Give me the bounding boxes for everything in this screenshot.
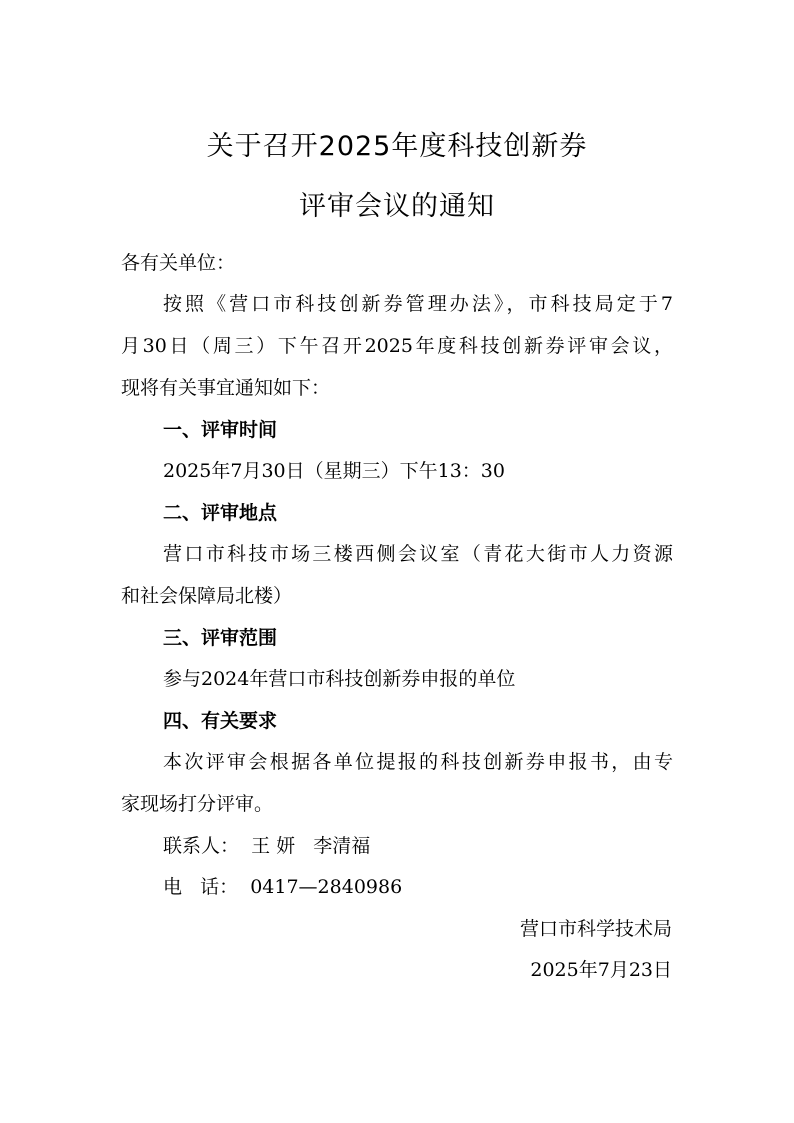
section-text-requirements-2: 家现场打分评审。 xyxy=(121,793,274,815)
section-heading-requirements: 四、有关要求 xyxy=(163,710,278,732)
section-text-location-1: 营口市科技市场三楼西侧会议室（青花大街市人力资源 xyxy=(163,543,673,565)
section-text-time: 2025年7月30日（星期三）下午13：30 xyxy=(163,460,505,482)
signature-date: 2025年7月23日 xyxy=(530,959,672,981)
contact-line: 联系人： 王 妍 李清福 xyxy=(163,835,371,857)
phone-line: 电 话： 0417—2840986 xyxy=(163,876,403,898)
salutation: 各有关单位： xyxy=(121,252,236,274)
signature-org: 营口市科学技术局 xyxy=(519,918,672,940)
section-text-location-2: 和社会保障局北楼） xyxy=(121,585,293,607)
section-heading-time: 一、评审时间 xyxy=(163,419,278,441)
intro-line-3: 现将有关事宜通知如下： xyxy=(121,377,331,399)
section-text-scope: 参与2024年营口市科技创新券申报的单位 xyxy=(163,668,516,690)
section-heading-scope: 三、评审范围 xyxy=(163,627,278,649)
section-heading-location: 二、评审地点 xyxy=(163,502,278,524)
notice-title-line1: 关于召开2025年度科技创新券 xyxy=(206,131,588,162)
notice-title-line2: 评审会议的通知 xyxy=(299,191,495,222)
intro-line-1: 按照《营口市科技创新券管理办法》，市科技局定于7 xyxy=(163,293,673,315)
intro-line-2: 月30日（周三）下午召开2025年度科技创新券评审会议， xyxy=(121,335,673,357)
section-text-requirements-1: 本次评审会根据各单位提报的科技创新券申报书，由专 xyxy=(163,751,673,773)
